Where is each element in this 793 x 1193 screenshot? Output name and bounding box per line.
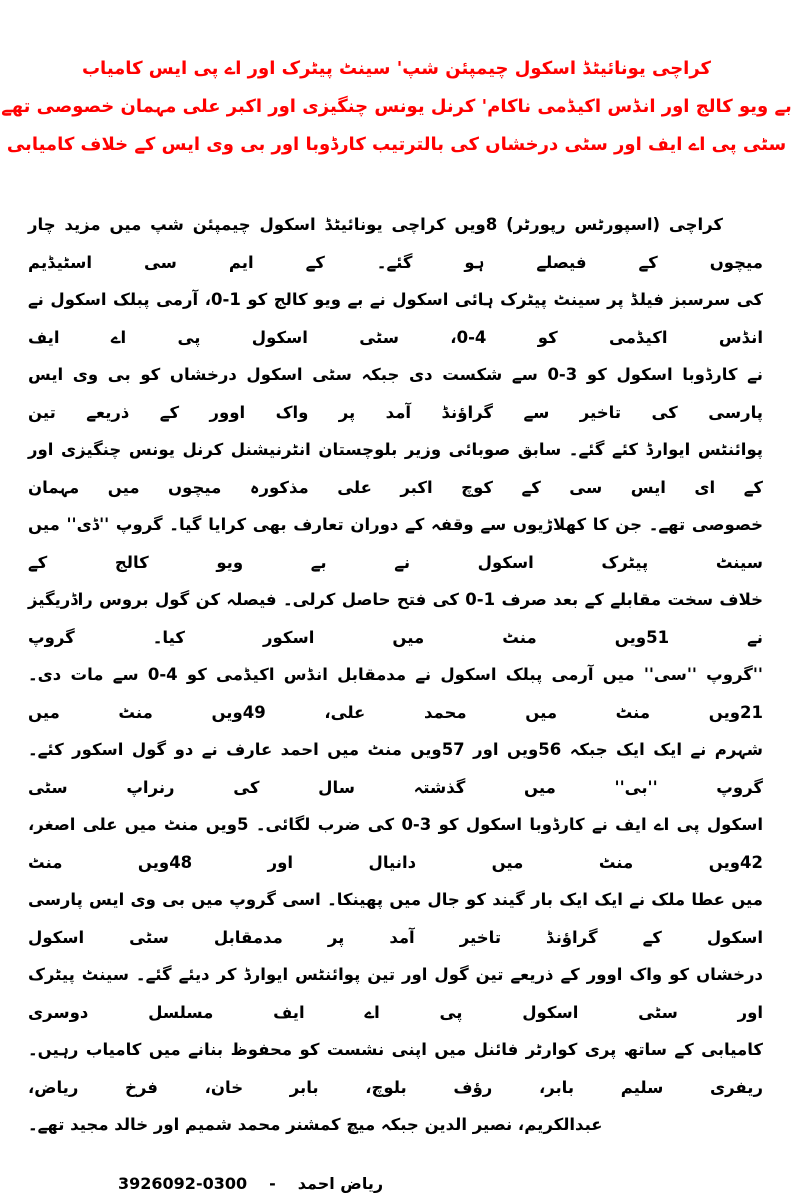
body-line: نے کارڈوبا اسکول کو 3-0 سے شکست دی جبکہ سٹی اسکول درخشاں کو بی وی ایس پارسی کی تاخیر سے گراؤنڈ آمد پر واک اوور کے ذریعے تین [28, 365, 763, 422]
body-line: کراچی (اسپورٹس رپورٹر) 8ویں کراچی یونائیٹڈ اسکول چیمپئن شپ میں مزید چار میچوں کے فیصلے ہو گئے۔ کے ایم سی اسٹیڈیم [28, 215, 763, 272]
separator-dash: - [269, 1173, 276, 1193]
headline-block [0, 50, 793, 164]
reporter-name: ریاض احمد [297, 1173, 384, 1193]
body-line: ''گروپ ''سی'' میں آرمی پبلک اسکول نے مدمقابل انڈس اکیڈمی کو 4-0 سے مات دی۔ 21ویں منٹ میں محمد علی، 49ویں منٹ میں [28, 665, 763, 722]
press-release-page [0, 50, 793, 1193]
reporter-contact-line [118, 1174, 383, 1193]
body-line: میں عطا ملک نے ایک ایک بار گیند کو جال میں پھینکا۔ اسی گروپ میں بی وی ایس پارسی اسکول کے گراؤنڈ تاخیر آمد پر مدمقابل سٹی اسکول [28, 890, 763, 947]
body-line: خلاف سخت مقابلے کے بعد صرف 1-0 کی فتح حاصل کرلی۔ فیصلہ کن گول بروس راڈریگیز نے 51ویں منٹ میں اسکور کیا۔ گروپ [28, 590, 764, 647]
body-line: خصوصی تھے۔ جن کا کھلاڑیوں سے وقفہ کے دوران تعارف بھی کرایا گیا۔ گروپ ''ڈی'' میں سینٹ پیٹرک اسکول نے بے ویو کالج کے [28, 515, 763, 572]
article-body [28, 206, 763, 1144]
body-line: شہرم نے ایک ایک جبکہ 56ویں اور 57ویں منٹ میں احمد عارف نے دو گول اسکور کئے۔ گروپ ''بی'' میں گذشتہ سال کی رنراپ سٹی [28, 740, 763, 797]
body-line: پوائنٹس ایوارڈ کئے گئے۔ سابق صوبائی وزیر بلوچستان انٹرنیشنل کرنل یونس چنگیزی اور کے ای ایس سی کے کوچ اکبر علی مذکورہ میچوں میں مہمان [28, 440, 763, 497]
body-line: کامیابی کے ساتھ پری کوارٹر فائنل میں اپنی نشست کو محفوظ بنانے میں کامیاب رہیں۔ ریفری سلیم بابر، رؤف بلوچ، بابر خان، فرخ ریاض، [28, 1040, 763, 1097]
body-line: اسکول پی اے ایف نے کارڈوبا اسکول کو 3-0 کی ضرب لگائی۔ 5ویں منٹ میں علی اصغر، 42ویں منٹ میں دانیال اور 48ویں منٹ [28, 815, 764, 872]
body-line: کی سرسبز فیلڈ پر سینٹ پیٹرک ہائی اسکول نے بے ویو کالج کو 1-0، آرمی پبلک اسکول نے انڈس اکیڈمی کو 4-0، سٹی اسکول پی اے ایف [28, 290, 764, 347]
headline-line-1: کراچی یونائیٹڈ اسکول چیمپئن شپ' سینٹ پیٹرک اور اے پی ایس کامیاب [81, 58, 712, 79]
headline-line-3: سٹی پی اے ایف اور سٹی درخشاں کی بالترتیب کارڈوبا اور بی وی ایس کے خلاف کامیابی [6, 134, 787, 155]
body-line: عبدالکریم، نصیر الدین جبکہ میچ کمشنر محمد شمیم اور خالد مجید تھے۔ [28, 1115, 603, 1134]
headline-line-2: بے ویو کالج اور انڈس اکیڈمی ناکام' کرنل یونس چنگیزی اور اکبر علی مہمان خصوصی تھے [1, 96, 792, 117]
body-line: درخشاں کو واک اوور کے ذریعے تین گول اور تین پوائنٹس ایوارڈ کر دیئے گئے۔ سینٹ پیٹرک اور سٹی اسکول پی اے ایف مسلسل دوسری [28, 965, 763, 1022]
reporter-phone-number: 0300-3926092 [118, 1173, 248, 1193]
